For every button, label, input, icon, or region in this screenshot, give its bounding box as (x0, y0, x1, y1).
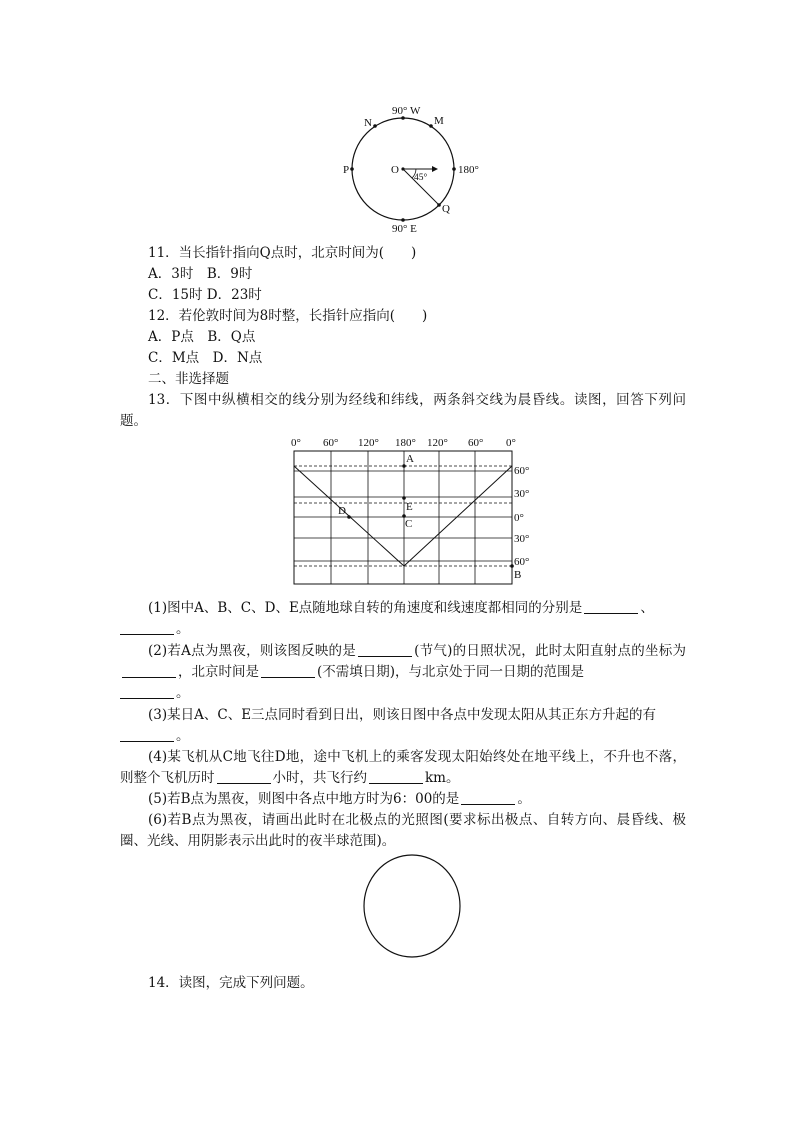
q13-part2-cont: 。 (120, 683, 686, 704)
lon-label: 60° (468, 437, 484, 449)
q13-part3-cont: 。 (120, 726, 686, 747)
q13-part1: (1)图中A、B、C、D、E点随地球自转的角速度和线速度都相同的分别是 、 (148, 600, 654, 616)
q13-part5: (5)若B点为黑夜，则图中各点中地方时为6：00的是 。 (148, 791, 531, 807)
lat-label: 30° (514, 533, 530, 545)
q13-part1-cont: 。 (120, 619, 686, 640)
answer-blank[interactable] (120, 684, 174, 699)
point-a-label: A (406, 453, 414, 465)
point-e-label: E (406, 501, 413, 513)
answer-blank[interactable] (584, 599, 638, 614)
label-m: M (434, 115, 444, 127)
lon-label: 180° (395, 437, 416, 449)
clock-figure (330, 100, 490, 235)
label-180: 180° (458, 164, 479, 176)
lon-label: 120° (358, 437, 379, 449)
point-n (373, 124, 377, 128)
q13-part3: (3)某日A、C、E三点同时看到日出，则该日图中各点中发现太阳从其正东方升起的有 (148, 707, 657, 723)
short-hand-arrow (432, 166, 438, 172)
q11-options-ab: A．3时 B．9时 (148, 266, 253, 282)
label-o: O (391, 164, 399, 176)
q13-figure (282, 434, 542, 586)
label-p: P (343, 164, 350, 176)
answer-blank[interactable] (461, 790, 515, 805)
point-180 (452, 167, 456, 171)
section-title: 二、非选择题 (148, 371, 229, 387)
label-q: Q (442, 203, 450, 215)
point-c-label: C (405, 518, 413, 530)
q11-options-cd: C．15时 D．23时 (148, 287, 262, 303)
answer-blank[interactable] (217, 769, 271, 784)
answer-blank[interactable] (120, 620, 174, 635)
q14-stem: 14．读图，完成下列问题。 (148, 975, 314, 991)
terminator-right (404, 466, 512, 566)
lon-label: 60° (323, 437, 339, 449)
label-90e: 90° E (392, 223, 417, 235)
answer-blank[interactable] (122, 663, 176, 678)
answer-blank[interactable] (120, 727, 174, 742)
q12-stem: 12．若伦敦时间为8时整，长指针应指向( ) (148, 308, 428, 324)
q12-options-cd: C．M点 D．N点 (148, 350, 263, 366)
label-n: N (364, 117, 372, 129)
label-45: 45° (414, 173, 428, 183)
q13-part6: (6)若B点为黑夜，请画出此时在北极点的光照图(要求标出极点、自转方向、晨昏线、极圈、光线、用阴影表示出此时的夜半球范围)。 (120, 812, 686, 849)
lon-label: 0° (506, 437, 516, 449)
q13-stem-block (120, 390, 686, 432)
point-b-label: B (514, 569, 522, 581)
q12-options-ab: A．P点 B．Q点 (148, 329, 256, 345)
answer-blank[interactable] (369, 769, 423, 784)
lat-label: 0° (514, 512, 524, 524)
point-p (350, 167, 354, 171)
q11-stem: 11．当长指针指向Q点时，北京时间为( ) (148, 245, 417, 261)
q13-subquestions (120, 598, 686, 852)
lon-label: 0° (291, 437, 301, 449)
drawing-circle[interactable] (364, 855, 460, 957)
point-m (429, 124, 433, 128)
drawing-circle-figure (360, 852, 464, 960)
lon-label: 120° (427, 437, 448, 449)
q13-part2: (2)若A点为黑夜，则该图反映的是 (节气)的日照状况，此时太阳直射点的坐标为，北京时间是 (不需填日期)，与北京处于同一日期的范围是 (120, 641, 686, 683)
lat-label: 60° (514, 465, 530, 477)
lat-label: 30° (514, 488, 530, 500)
answer-blank[interactable] (358, 642, 412, 657)
q13-stem: 13．下图中纵横相交的线分别为经线和纬线，两条斜交线为晨昏线。读图，回答下列问题。 (120, 392, 686, 429)
q13-part4: (4)某飞机从C地飞往D地，途中飞机上的乘客发现太阳始终处在地平线上，不升也不落，则整个飞机历时 小时，共飞行约 km。 (120, 749, 686, 786)
point-bottom (401, 218, 405, 222)
point-d-label: D (338, 505, 346, 517)
label-90w: 90° W (392, 105, 421, 117)
answer-blank[interactable] (261, 663, 315, 678)
lat-label: 60° (514, 556, 530, 568)
